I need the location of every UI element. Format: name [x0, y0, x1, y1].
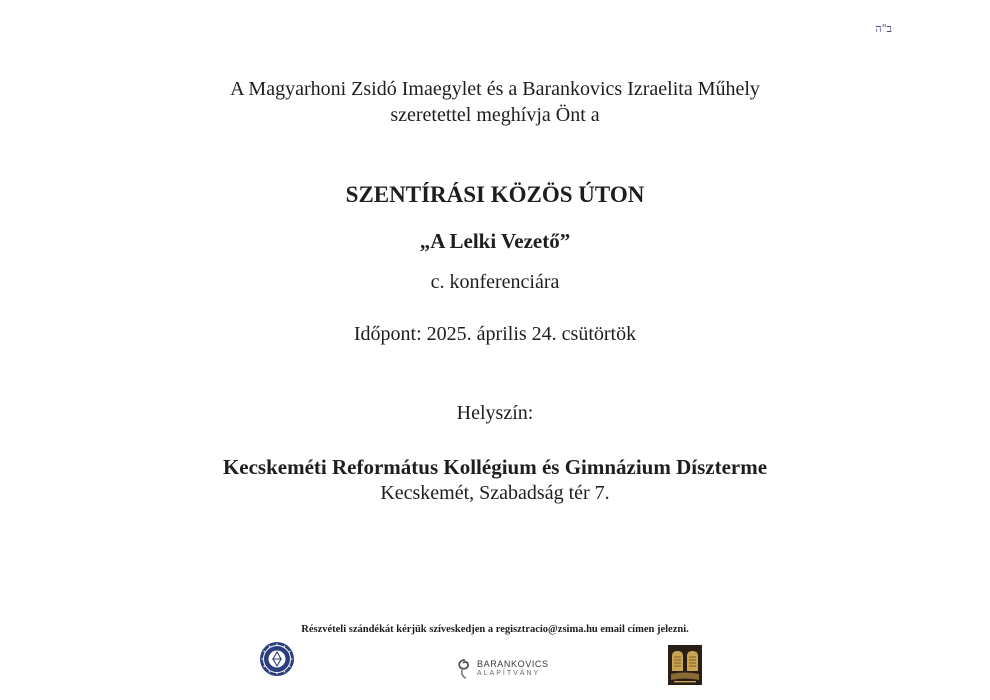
location-label: Helyszín: [456, 402, 534, 424]
venue-address: Kecskemét, Szabadság tér 7. [380, 482, 610, 504]
event-title: SZENTÍRÁSI KÖZÖS ÚTON [345, 182, 645, 207]
venue-name: Kecskeméti Református Kollégium és Gimnázium Díszterme [222, 455, 768, 479]
barankovics-logo-subname: ALAPÍTVÁNY [477, 670, 541, 677]
barankovics-logo-name: BARANKOVICS [477, 659, 549, 669]
tablets-book-logo [668, 645, 702, 685]
imaegylet-seal-logo [259, 641, 295, 677]
barankovics-logo [456, 657, 549, 681]
intro-line-1: A Magyarhoni Zsidó Imaegylet és a Barankovics Izraelita Műhely [230, 78, 760, 100]
event-subtitle: „A Lelki Vezető” [419, 229, 571, 253]
event-date: Időpont: 2025. április 24. csütörtök [353, 323, 637, 345]
conference-label: c. konferenciára [430, 271, 560, 293]
barankovics-mark-icon [456, 658, 474, 680]
header-mark: ב"ה [875, 22, 892, 35]
intro-line-2: szeretettel meghívja Önt a [390, 104, 600, 126]
registration-note: Részvételi szándékát kérjük szíveskedjen a regisztracio@zsima.hu email címen jelezni. [301, 624, 689, 635]
